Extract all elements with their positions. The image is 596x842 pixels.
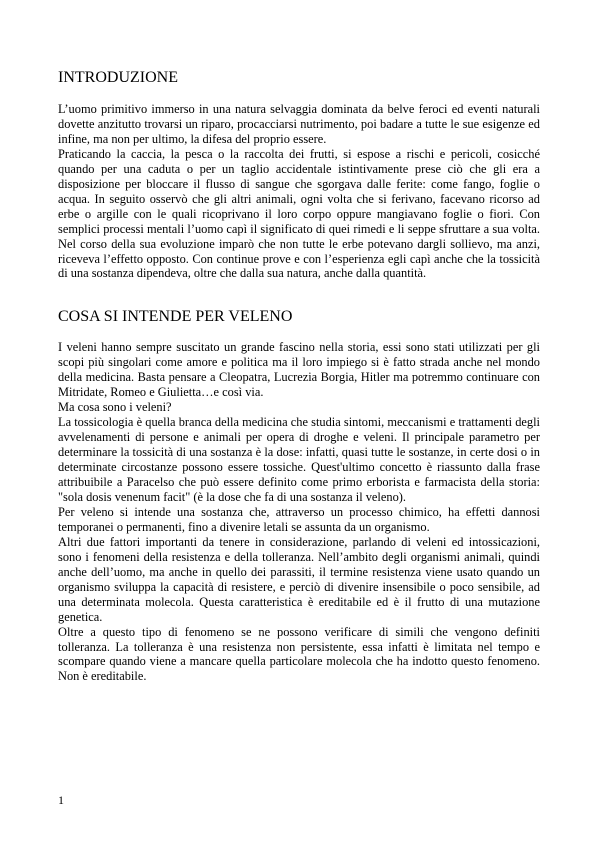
intro-paragraph-1: L’uomo primitivo immerso in una natura selvaggia dominata da belve feroci ed eventi naturali dovette anzitutto trovarsi un riparo, procacciarsi nutrimento, poi badare a tutte le sue esigenze ed infine, ma non per ultimo, la difesa del proprio essere. xyxy=(58,102,540,146)
veleno-paragraph-4: Per veleno si intende una sostanza che, attraverso un processo chimico, ha effetti dannosi temporanei o permanenti, fino a divenire letali se assunta da un organismo. xyxy=(58,504,540,534)
veleno-paragraph-1: I veleni hanno sempre suscitato un grande fascino nella storia, essi sono stati utilizzati per gli scopi più singolari come amore e politica ma il loro impiego si è fatto strada anche nel mondo della medicina. Basta pensare a Cleopatra, Lucrezia Borgia, Hitler ma potremmo continuare con Mitridate, Romeo e Giulietta…e così via. xyxy=(58,340,540,400)
intro-paragraph-2: Praticando la caccia, la pesca o la raccolta dei frutti, si espose a rischi e pericoli, cosicché quando per una caduta o per un taglio accidentale istintivamente prese ciò che gli era a disposizione per bloccare il flusso di sangue che sgorgava dalle ferite: come fango, foglie o acqua. In seguito osservò che gli altri animali, ogni volta che si ferivano, facevano ricorso ad erbe o argille con le quali ricoprivano il loro corpo oppure mangiavano foglie o fiori. Con semplici processi mentali l’uomo capì il significato di quei rimedi e li seppe sfruttare a sua volta. Nel corso della sua evoluzione imparò che non tutte le erbe potevano dargli sollievo, ma anzi, riceveva l’effetto opposto. Con continue prove e con l’esperienza egli capì anche che la tossicità di una sostanza dipendeva, oltre che dalla sua natura, anche dalla quantità. xyxy=(58,146,540,281)
veleno-paragraph-5: Altri due fattori importanti da tenere in considerazione, parlando di veleni ed intossicazioni, sono i fenomeni della resistenza e della tolleranza. Nell’ambito degli organismi animali, quindi anche dell’uomo, ma anche in quello dei parassiti, il termine resistenza viene usato quando un organismo sviluppa la capacità di resistere, e perciò di divenire insensibile o poco sensibile, ad una determinata molecola. Questa caratteristica è ereditabile ed è il frutto di una mutazione genetica. xyxy=(58,534,540,624)
veleno-paragraph-2: Ma cosa sono i veleni? xyxy=(58,400,172,415)
page-number: 1 xyxy=(58,793,64,807)
page-content xyxy=(58,68,540,684)
veleno-paragraph-6: Oltre a questo tipo di fenomeno se ne possono verificare di simili che vengono definiti tolleranza. La tolleranza è una resistenza non persistente, essa infatti è limitata nel tempo e scompare quando viene a mancare quella particolare molecola che ha indotto questo fenomeno. Non è ereditabile. xyxy=(58,624,540,684)
section-title-introduzione: INTRODUZIONE xyxy=(58,69,178,86)
veleno-paragraph-3: La tossicologia è quella branca della medicina che studia sintomi, meccanismi e trattamenti degli avvelenamenti di persone e animali per opera di droghe e veleni. Il principale parametro per determinare la tossicità di una sostanza è la dose: infatti, quasi tutte le sostanze, in certe dosi o in determinate circostanze possono essere tossiche. Quest'ultimo concetto è riassunto dalla frase attribuibile a Paracelso che può essere definito come primo erborista e farmacista della storia: "sola dosis venenum facit" (è la dose che fa di una sostanza il veleno). xyxy=(58,415,540,504)
section-title-veleno: COSA SI INTENDE PER VELENO xyxy=(58,308,293,326)
